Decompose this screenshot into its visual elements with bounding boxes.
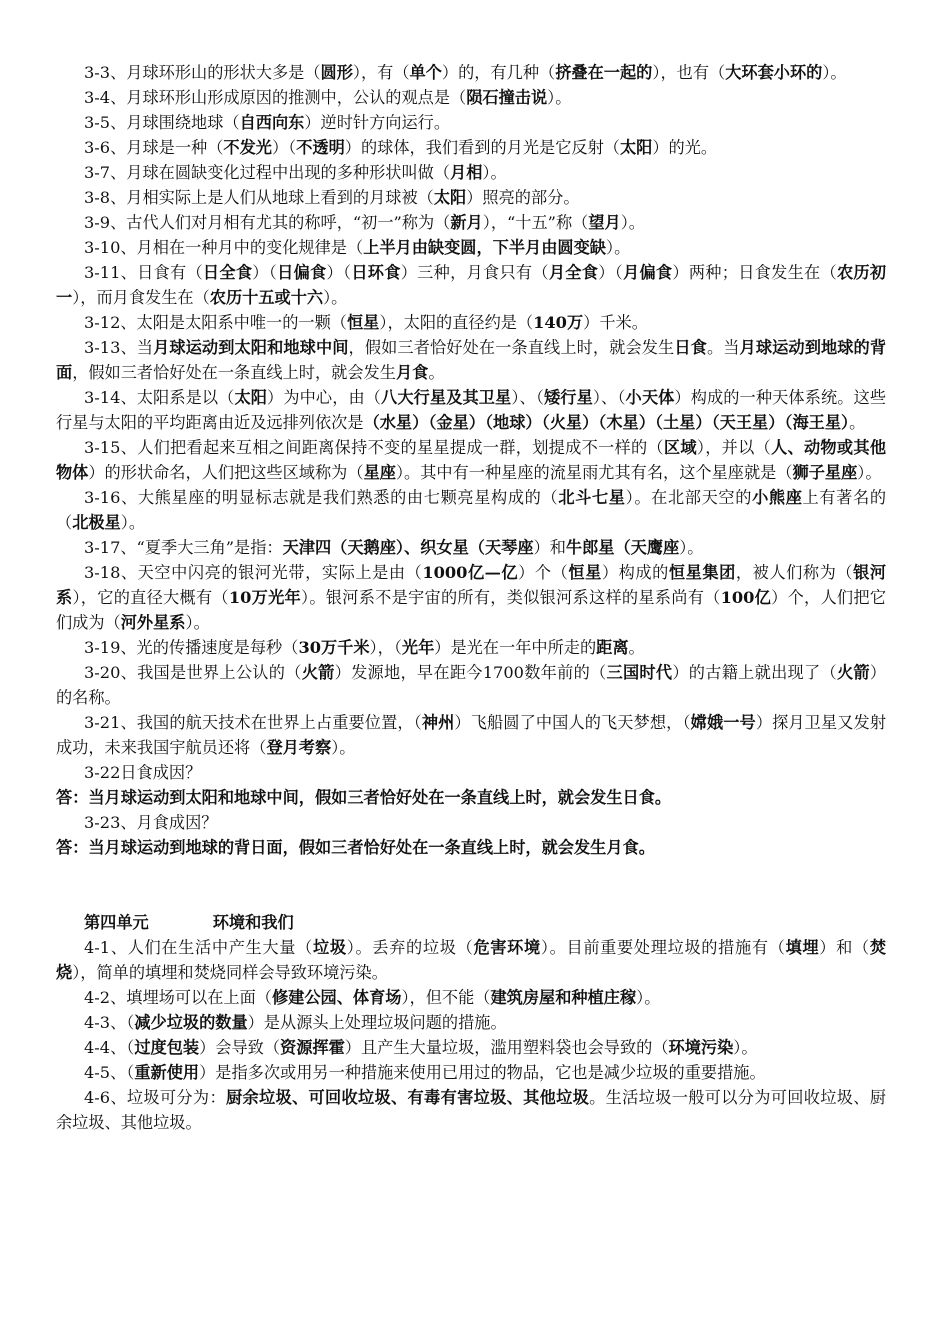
answer-term: 环境污染 — [668, 1038, 734, 1057]
paragraph — [56, 935, 886, 985]
text-run: ）。 — [547, 88, 572, 107]
paragraph — [56, 485, 886, 535]
text-run: 4-1、人们在生活中产生大量（ — [84, 938, 313, 957]
answer-term: 小天体 — [625, 388, 675, 407]
text-run: ）。 — [679, 538, 704, 557]
answer-term: 厨余垃圾、可回收垃圾、有毒有害垃圾、其他垃圾 — [225, 1088, 590, 1107]
text-run: 。 — [849, 413, 866, 432]
text-run: ）的球体，我们看到的月光是它反射（ — [344, 138, 620, 157]
paragraph — [56, 385, 886, 435]
text-run: ）构成的一种天体系统。这些行星与太阳的平均距离由近及远排列依次是 — [56, 388, 887, 432]
text-run: ）（ — [326, 263, 352, 282]
answer-term: 垃圾 — [312, 938, 347, 957]
answer-term: 减少垃圾的数量 — [134, 1013, 248, 1032]
text-run: ）（ — [252, 263, 278, 282]
answer-term: 八大行星及其卫星 — [381, 388, 512, 407]
answer-term: 陨石撞击说 — [466, 88, 548, 107]
text-run: 3-20、我国是世界上公认的（ — [84, 663, 302, 682]
text-run: ），但不能（ — [401, 988, 491, 1007]
paragraph — [56, 985, 886, 1010]
paragraph — [56, 310, 886, 335]
answer-term: 1000亿—亿 — [422, 563, 519, 582]
text-run: 4-4、（ — [84, 1038, 135, 1057]
text-run: 3-16、大熊星座的明显标志就是我们熟悉的由七颗亮星构成的（ — [84, 488, 559, 507]
text-run: 3-3、月球环形山的形状大多是（ — [84, 63, 321, 82]
text-run: ），简单的填埋和焚烧同样会导致环境污染。 — [72, 963, 388, 982]
answer-term: 月偏食 — [623, 263, 673, 282]
answer-term: 农历初一 — [56, 263, 887, 307]
paragraph — [56, 535, 886, 560]
answer-term: 望月 — [588, 213, 621, 232]
unit-heading — [56, 910, 886, 935]
text-run: ）。 — [620, 213, 645, 232]
paragraph — [56, 760, 886, 785]
text-run: 3-13、当 — [84, 338, 154, 357]
text-run: 。生活垃圾一般可以分为可回收垃圾、厨余垃圾、其他垃圾。 — [56, 1088, 886, 1132]
text-run: ）两种；日食发生在（ — [672, 263, 837, 282]
answer-term: 不透明 — [296, 138, 345, 157]
text-run: ，假如三者恰好处在一条直线上时，就会发生 — [348, 338, 675, 357]
answer-term: 火箭 — [836, 663, 870, 682]
answer-term: 银河系 — [56, 563, 887, 607]
text-run: 。当 — [706, 338, 740, 357]
answer-term: 狮子星座 — [792, 463, 858, 482]
answer-term: 恒星 — [568, 563, 602, 582]
answer-term: 100亿 — [720, 588, 772, 607]
text-run: ）发源地，早在距今1700数年前的（ — [334, 663, 607, 682]
text-run: ），它的直径大概有（ — [72, 588, 229, 607]
answer-term: 月球运动到地球的背面 — [56, 338, 887, 382]
paragraph — [56, 110, 886, 135]
text-run: ）。 — [733, 1038, 758, 1057]
paragraph — [56, 560, 886, 635]
paragraph — [56, 635, 886, 660]
answer-term: 月食 — [395, 363, 429, 382]
text-run: ）。 — [331, 738, 356, 757]
unit-number: 第四单元 — [84, 913, 149, 932]
text-run: ）（ — [271, 138, 297, 157]
answer-label: 答： — [56, 788, 89, 807]
answer-term: （水星）（金星）（地球）（火星）（木星）（土星）（天王星）（海王星） — [363, 413, 850, 432]
answer-term: 大环套小环的 — [725, 63, 823, 82]
text-run: ）。 — [606, 238, 631, 257]
answer-term: 日全食 — [202, 263, 253, 282]
paragraph — [56, 160, 886, 185]
text-run: 3-15、人们把看起来互相之间距离保持不变的星星提成一群，划提成不一样的（ — [84, 438, 664, 457]
answer-term: 月球运动到太阳和地球中间 — [153, 338, 349, 357]
text-run: 3-17、“夏季大三角”是指： — [84, 538, 283, 557]
text-run: ），而月食发生在（ — [72, 288, 210, 307]
answer-line — [56, 785, 886, 810]
text-run: ）是光在一年中所走的 — [434, 638, 597, 657]
text-run: 3-8、月相实际上是人们从地球上看到的月球被（ — [84, 188, 434, 207]
text-run: ）逆时针方向运行。 — [304, 113, 451, 132]
text-run: 3-11、日食有（ — [84, 263, 203, 282]
unit3-section — [56, 60, 886, 785]
paragraph — [56, 60, 886, 85]
answer-term: 30万千米 — [298, 638, 370, 657]
answer-term: 资源挥霍 — [280, 1038, 345, 1057]
text-run: ）的古籍上就出现了（ — [672, 663, 837, 682]
answer-term: 自西向东 — [239, 113, 305, 132]
text-run: ）。 — [120, 513, 146, 532]
answer-term: 登月考察 — [266, 738, 332, 757]
answer-term: 太阳 — [234, 388, 268, 407]
answer-term: 填埋 — [785, 938, 820, 957]
paragraph — [56, 260, 886, 310]
unit-title: 环境和我们 — [212, 913, 294, 932]
text-run: 3-6、月球是一种（ — [84, 138, 224, 157]
text-run: 3-5、月球围绕地球（ — [84, 113, 240, 132]
answer-term: 嫦娥一号 — [690, 713, 756, 732]
question-text: 3-23、月食成因？ — [84, 813, 218, 832]
answer-term: 建筑房屋和种植庄稼 — [490, 988, 637, 1007]
text-run: ）会导致（ — [199, 1038, 281, 1057]
text-run: ），太阳的直径约是（ — [379, 313, 534, 332]
text-run: ），并以（ — [696, 438, 772, 457]
paragraph — [56, 435, 886, 485]
paragraph — [56, 1060, 886, 1085]
answer-term: 上半月由缺变圆，下半月由圆变缺 — [363, 238, 606, 257]
answer-term: 天津四（天鹅座）、织女星（天琴座 — [282, 538, 534, 557]
text-run: 3-10、月相在一种月中的变化规律是（ — [84, 238, 364, 257]
text-run: 上有著名的（ — [56, 488, 887, 532]
text-run: 3-9、古代人们对月相有尤其的称呼，“初一”称为（ — [84, 213, 451, 232]
text-run: 3-12、太阳是太阳系中唯一的一颗（ — [84, 313, 347, 332]
answer-term: 太阳 — [619, 138, 653, 157]
paragraph — [56, 210, 886, 235]
answer-term: 矮行星 — [544, 388, 593, 407]
text-run: ）的，有几种（ — [441, 63, 556, 82]
answer-term: 焚烧 — [56, 938, 887, 982]
paragraph — [56, 335, 886, 385]
answer-term: 日环食 — [351, 263, 401, 282]
answer-text: 当月球运动到地球的背日面，假如三者恰好处在一条直线上时，就会发生月食。 — [88, 838, 655, 857]
paragraph — [56, 1085, 886, 1135]
paragraph — [56, 660, 886, 710]
text-run: 3-19、光的传播速度是每秒（ — [84, 638, 299, 657]
text-run: 3-7、月球在圆缺变化过程中出现的多种形状叫做（ — [84, 163, 451, 182]
question-line — [56, 810, 886, 835]
text-run: ）、（ — [511, 388, 545, 407]
text-run: ）为中心，由（ — [267, 388, 382, 407]
text-run: 4-2、填埋场可以在上面（ — [84, 988, 272, 1007]
text-run: ）探月卫星又发射成功，未来我国宇航员还将（ — [56, 713, 887, 757]
answer-term: 三国时代 — [606, 663, 673, 682]
section-spacer — [56, 860, 886, 910]
text-run: ）和（ — [819, 938, 870, 957]
answer-term: 人、动物或其他物体 — [56, 438, 887, 482]
answer-term: 恒星集团 — [668, 563, 736, 582]
text-run: ）。 — [482, 163, 507, 182]
answer-term: 月相 — [450, 163, 483, 182]
paragraph — [56, 235, 886, 260]
text-run: ）。目前重要处理垃圾的措施有（ — [540, 938, 786, 957]
paragraph — [56, 1035, 886, 1060]
text-run: ）、（ — [592, 388, 626, 407]
text-run: ）是从源头上处理垃圾问题的措施。 — [247, 1013, 507, 1032]
text-run: 3-22日食成因？ — [84, 763, 202, 782]
answer-term: 神州 — [421, 713, 455, 732]
paragraph — [56, 85, 886, 110]
text-run: ）的光。 — [652, 138, 718, 157]
answer-term: 距离 — [596, 638, 629, 657]
text-run: ），也有（ — [652, 63, 726, 82]
document-page — [56, 60, 886, 1135]
text-run: ）。 — [323, 288, 348, 307]
text-run: ）。 — [857, 463, 882, 482]
text-run: ）。丢弃的垃圾（ — [346, 938, 474, 957]
text-run: ）。 — [822, 63, 847, 82]
answer-term: 不发光 — [223, 138, 272, 157]
answer-term: 牛郎星（天鹰座 — [565, 538, 680, 557]
text-run: ）的形状命名，人们把这些区域称为（ — [88, 463, 364, 482]
answer-text: 当月球运动到太阳和地球中间，假如三者恰好处在一条直线上时，就会发生日食。 — [88, 788, 672, 807]
answer-term: 河外星系 — [120, 613, 186, 632]
text-run: ）构成的 — [601, 563, 669, 582]
answer-term: 日偏食 — [277, 263, 327, 282]
text-run: 3-21、我国的航天技术在世界上占重要位置，（ — [84, 713, 422, 732]
text-run: 4-5、（ — [84, 1063, 135, 1082]
answer-term: 火箭 — [301, 663, 335, 682]
unit4-section — [56, 935, 886, 1135]
text-run: ，假如三者恰好处在一条直线上时，就会发生 — [72, 363, 396, 382]
text-run: ）且产生大量垃圾，滥用塑料袋也会导致的（ — [344, 1038, 669, 1057]
answer-term: 10万光年 — [228, 588, 301, 607]
answer-label: 答： — [56, 838, 89, 857]
paragraph — [56, 135, 886, 160]
text-run: 。 — [428, 363, 445, 382]
answer-term: 过度包装 — [134, 1038, 200, 1057]
answer-term: 农历十五或十六 — [209, 288, 324, 307]
answer-term: 修建公园、体育场 — [271, 988, 402, 1007]
text-run: ），有（ — [352, 63, 410, 82]
answer-term: 新月 — [450, 213, 483, 232]
answer-term: 危害环境 — [473, 938, 541, 957]
answer-term: 小熊座 — [752, 488, 803, 507]
text-run: ）飞船圆了中国人的飞天梦想，（ — [454, 713, 691, 732]
text-run: ）照亮的部分。 — [466, 188, 580, 207]
text-run: ），“十五”称（ — [482, 213, 589, 232]
text-run: ）是指多次或用另一种措施来使用已用过的物品，它也是减少垃圾的重要措施。 — [199, 1063, 766, 1082]
text-run: ）。 — [636, 988, 661, 1007]
answer-term: 月全食 — [548, 263, 599, 282]
text-run: ，被人们称为（ — [735, 563, 854, 582]
answer-term: 140万 — [533, 313, 584, 332]
answer-term: 区域 — [663, 438, 697, 457]
answer-term: 星座 — [363, 463, 396, 482]
text-run: ）（ — [598, 263, 624, 282]
paragraph — [56, 1010, 886, 1035]
text-run: 3-18、天空中闪亮的银河光带，实际上是由（ — [84, 563, 423, 582]
text-run: ）和 — [533, 538, 566, 557]
text-run: 3-4、月球环形山形成原因的推测中，公认的观点是（ — [84, 88, 467, 107]
text-run: ）。 — [185, 613, 210, 632]
answer-term: 恒星 — [347, 313, 380, 332]
text-run: ）千米。 — [583, 313, 648, 332]
answer-term: 单个 — [409, 63, 442, 82]
text-run: ）个（ — [518, 563, 569, 582]
text-run: ）的名称。 — [56, 663, 887, 707]
text-run: 4-3、（ — [84, 1013, 135, 1032]
text-run: ），（ — [369, 638, 402, 657]
answer-term: 北斗七星 — [558, 488, 626, 507]
text-run: 4-6、垃圾可分为： — [84, 1088, 226, 1107]
answer-line — [56, 835, 886, 860]
answer-term: 日食 — [674, 338, 707, 357]
answer-term: 重新使用 — [134, 1063, 200, 1082]
text-run: ）三种，月食只有（ — [400, 263, 549, 282]
paragraph — [56, 185, 886, 210]
answer-term: 光年 — [401, 638, 435, 657]
answer-term: 北极星 — [72, 513, 121, 532]
text-run: 。 — [628, 638, 645, 657]
text-run: 3-14、太阳系是以（ — [84, 388, 235, 407]
text-run: ）。其中有一种星座的流星雨尤其有名，这个星座就是（ — [395, 463, 793, 482]
answer-term: 圆形 — [320, 63, 353, 82]
text-run: ）。银河系不是宇宙的所有，类似银河系这样的星系尚有（ — [301, 588, 721, 607]
text-run: ）个，人们把它们成为（ — [56, 588, 887, 632]
answer-term: 挤叠在一起的 — [555, 63, 653, 82]
paragraph — [56, 710, 886, 760]
text-run: ）。在北部天空的 — [625, 488, 753, 507]
answer-term: 太阳 — [433, 188, 467, 207]
